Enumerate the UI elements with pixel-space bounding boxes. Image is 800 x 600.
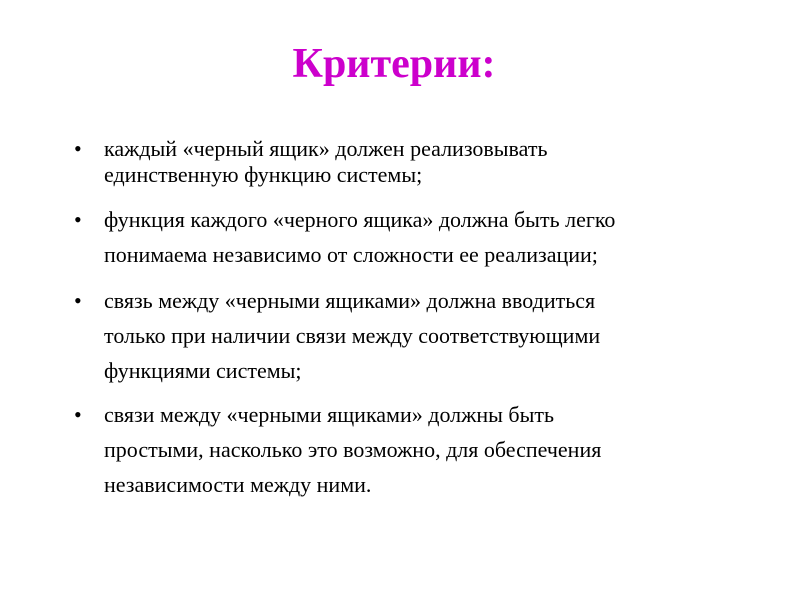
list-item [74,202,738,272]
bullet-line: связь между «черными ящиками» должна вводиться [104,288,596,313]
bullet-line: каждый «черный ящик» должен реализовывать [104,136,548,161]
bullet-line: простыми, насколько это возможно, для обеспечения [104,437,602,462]
bullet-icon: • [74,288,82,313]
bullet-icon: • [74,136,82,161]
list-item [74,283,738,388]
bullet-line: только при наличии связи между соответствующими [104,323,601,348]
list-item [74,136,738,188]
bullet-icon: • [74,207,82,232]
bullet-line: связи между «черными ящиками» должны быть [104,402,555,427]
bullet-line: функциями системы; [104,358,302,383]
bullet-line: независимости между ними. [104,472,372,497]
bullet-icon: • [74,402,82,427]
slide-title: Критерии: [292,41,496,87]
bullet-line: понимаема независимо от сложности ее реализации; [104,242,598,267]
bullet-line: функция каждого «черного ящика» должна быть легко [104,207,616,232]
bullet-line: единственную функцию системы; [104,162,423,187]
list-item [74,397,738,502]
